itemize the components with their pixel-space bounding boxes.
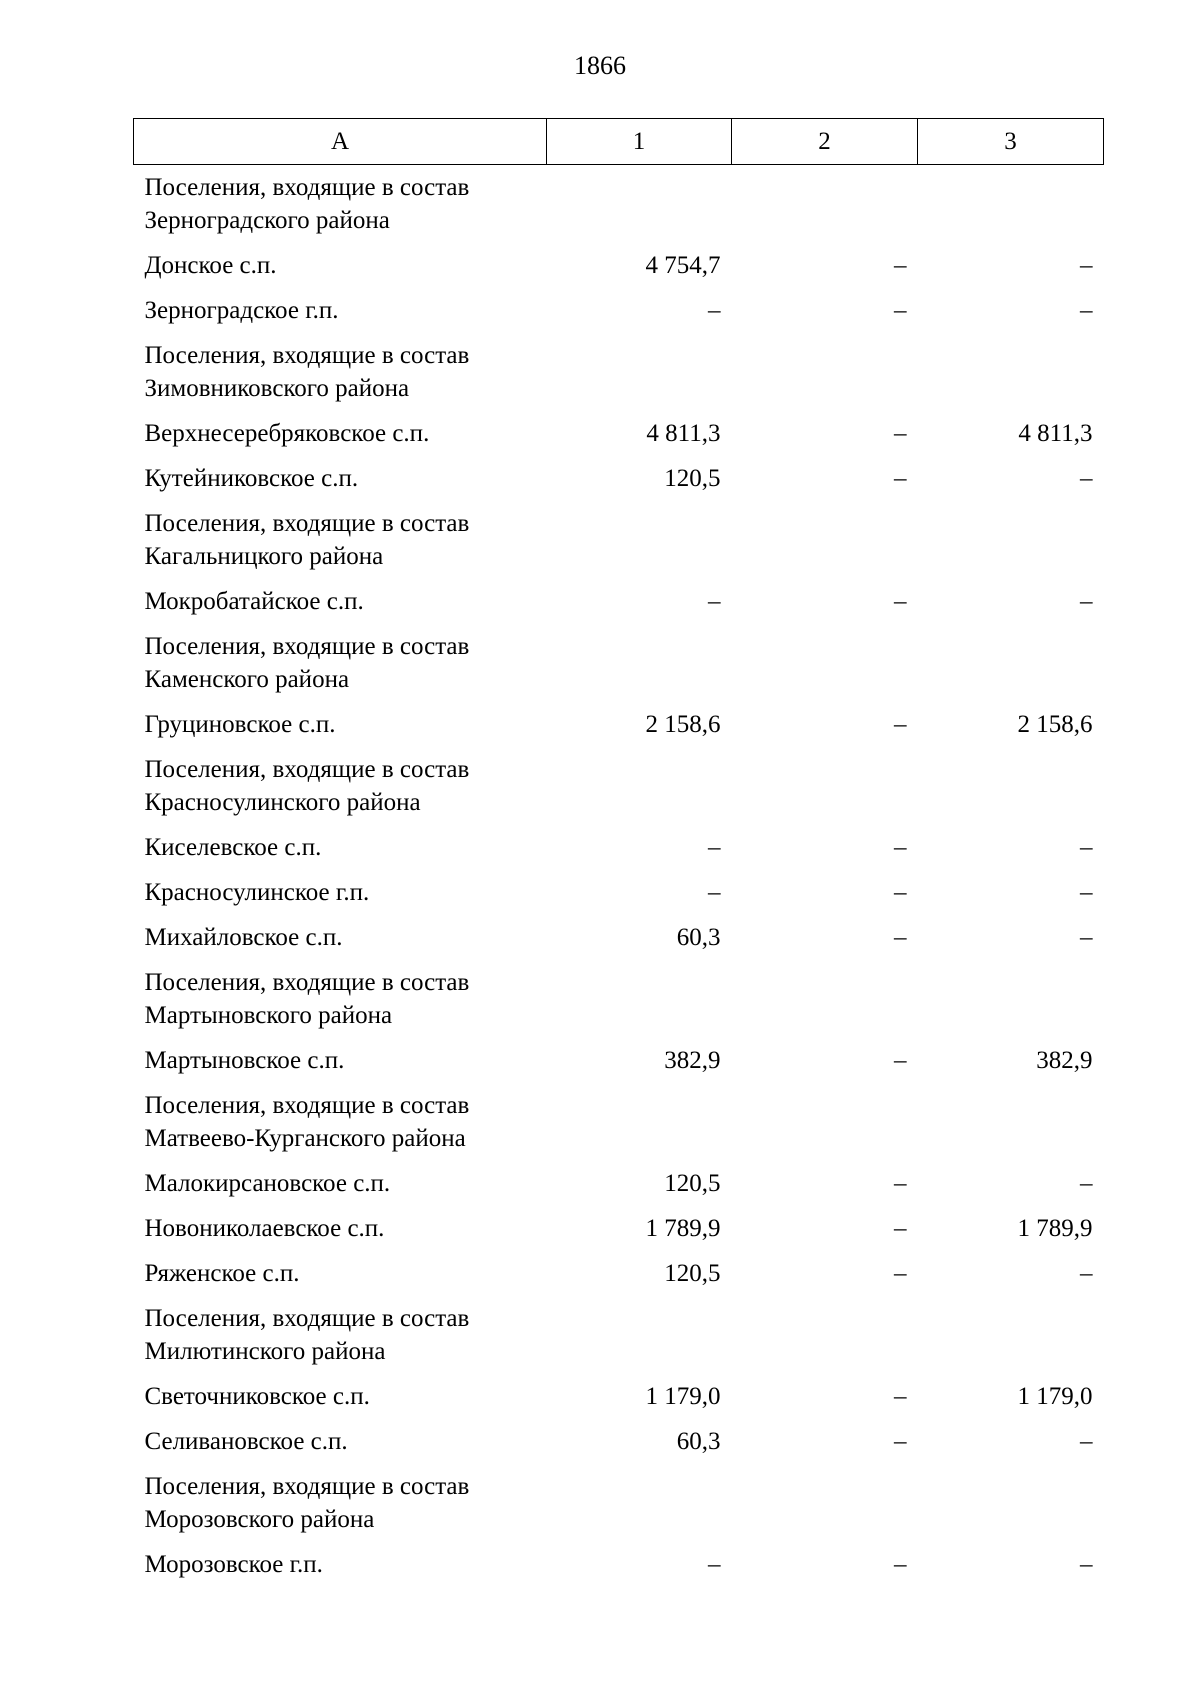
empty-cell bbox=[732, 165, 918, 244]
value-col-3: – bbox=[1080, 1260, 1093, 1287]
value-col-3: 2 158,6 bbox=[1017, 711, 1093, 738]
district-group-row bbox=[134, 333, 1104, 411]
empty-cell bbox=[732, 1083, 918, 1161]
header-cell-3: 3 bbox=[918, 119, 1104, 165]
value-col-3: – bbox=[1080, 1428, 1093, 1455]
value-col-2: – bbox=[894, 465, 907, 492]
value-col-1: 4 754,7 bbox=[645, 252, 721, 279]
empty-cell bbox=[918, 1083, 1104, 1161]
district-group-label: Поселения, входящие в состав Зимовниковского района bbox=[144, 342, 470, 402]
value-col-2: – bbox=[894, 1383, 907, 1410]
district-group-row bbox=[134, 624, 1104, 702]
header-cell-a: А bbox=[134, 119, 547, 165]
district-group-label: Поселения, входящие в состав Кагальницкого района bbox=[144, 510, 470, 570]
value-col-2: – bbox=[894, 588, 907, 615]
district-group-row bbox=[134, 165, 1104, 244]
value-col-3: – bbox=[1080, 1170, 1093, 1197]
table-row bbox=[134, 1161, 1104, 1206]
value-col-2: – bbox=[894, 1170, 907, 1197]
district-group-label: Поселения, входящие в состав Мартыновского района bbox=[144, 969, 470, 1029]
value-col-3: – bbox=[1080, 297, 1093, 324]
district-group-label: Поселения, входящие в состав Красносулинского района bbox=[144, 756, 470, 816]
empty-cell bbox=[918, 1464, 1104, 1542]
value-col-3: – bbox=[1080, 588, 1093, 615]
empty-cell bbox=[732, 333, 918, 411]
district-group-label: Поселения, входящие в состав Матвеево-Курганского района bbox=[144, 1092, 470, 1152]
value-col-2: – bbox=[894, 834, 907, 861]
table-row bbox=[134, 288, 1104, 333]
settlement-name: Мокробатайское с.п. bbox=[144, 588, 364, 615]
empty-cell bbox=[732, 1296, 918, 1374]
settlement-name: Морозовское г.п. bbox=[144, 1551, 323, 1578]
empty-cell bbox=[918, 501, 1104, 579]
district-group-row bbox=[134, 747, 1104, 825]
value-col-2: – bbox=[894, 1551, 907, 1578]
empty-cell bbox=[547, 165, 732, 244]
value-col-2: – bbox=[894, 1047, 907, 1074]
settlement-name: Донское с.п. bbox=[144, 252, 277, 279]
table-row bbox=[134, 870, 1104, 915]
value-col-2: – bbox=[894, 252, 907, 279]
value-col-1: 1 179,0 bbox=[645, 1383, 721, 1410]
settlement-name: Зерноградское г.п. bbox=[144, 297, 339, 324]
value-col-1: 60,3 bbox=[676, 1428, 721, 1455]
settlement-name: Кутейниковское с.п. bbox=[144, 465, 359, 492]
value-col-3: – bbox=[1080, 834, 1093, 861]
table-row bbox=[134, 1542, 1104, 1587]
value-col-1: 120,5 bbox=[664, 465, 721, 492]
value-col-1: 60,3 bbox=[676, 924, 721, 951]
empty-cell bbox=[547, 333, 732, 411]
empty-cell bbox=[918, 624, 1104, 702]
table-row bbox=[134, 1251, 1104, 1296]
value-col-1: 1 789,9 bbox=[645, 1215, 721, 1242]
header-row bbox=[134, 119, 1104, 165]
empty-cell bbox=[732, 501, 918, 579]
settlement-name: Верхнесеребряковское с.п. bbox=[144, 420, 430, 447]
empty-cell bbox=[918, 1296, 1104, 1374]
value-col-1: 120,5 bbox=[664, 1170, 721, 1197]
value-col-1: 120,5 bbox=[664, 1260, 721, 1287]
value-col-2: – bbox=[894, 297, 907, 324]
empty-cell bbox=[732, 1464, 918, 1542]
settlement-name: Светочниковское с.п. bbox=[144, 1383, 370, 1410]
value-col-1: – bbox=[708, 834, 721, 861]
settlement-name: Красносулинское г.п. bbox=[144, 879, 370, 906]
district-group-row bbox=[134, 1083, 1104, 1161]
empty-cell bbox=[547, 747, 732, 825]
district-group-row bbox=[134, 1296, 1104, 1374]
value-col-1: 382,9 bbox=[664, 1047, 721, 1074]
table-row bbox=[134, 1206, 1104, 1251]
value-col-1: – bbox=[708, 588, 721, 615]
empty-cell bbox=[547, 624, 732, 702]
table-header bbox=[134, 119, 1104, 165]
value-col-2: – bbox=[894, 924, 907, 951]
empty-cell bbox=[918, 960, 1104, 1038]
value-col-3: – bbox=[1080, 924, 1093, 951]
table-row bbox=[134, 702, 1104, 747]
value-col-1: – bbox=[708, 297, 721, 324]
empty-cell bbox=[732, 624, 918, 702]
empty-cell bbox=[918, 747, 1104, 825]
settlement-name: Малокирсановское с.п. bbox=[144, 1170, 391, 1197]
district-group-label: Поселения, входящие в состав Милютинского района bbox=[144, 1305, 470, 1365]
empty-cell bbox=[918, 165, 1104, 244]
empty-cell bbox=[732, 960, 918, 1038]
settlement-name: Михайловское с.п. bbox=[144, 924, 343, 951]
table-row bbox=[134, 825, 1104, 870]
value-col-1: 2 158,6 bbox=[645, 711, 721, 738]
value-col-3: 4 811,3 bbox=[1018, 420, 1093, 447]
empty-cell bbox=[547, 1464, 732, 1542]
empty-cell bbox=[547, 501, 732, 579]
table-row bbox=[134, 1374, 1104, 1419]
district-group-label: Поселения, входящие в состав Морозовского района bbox=[144, 1473, 470, 1533]
value-col-3: 1 789,9 bbox=[1017, 1215, 1093, 1242]
empty-cell bbox=[547, 960, 732, 1038]
table-row bbox=[134, 1038, 1104, 1083]
district-group-row bbox=[134, 501, 1104, 579]
table-row bbox=[134, 456, 1104, 501]
value-col-2: – bbox=[894, 1428, 907, 1455]
value-col-2: – bbox=[894, 1260, 907, 1287]
header-cell-1: 1 bbox=[547, 119, 732, 165]
empty-cell bbox=[732, 747, 918, 825]
value-col-2: – bbox=[894, 1215, 907, 1242]
table-row bbox=[134, 243, 1104, 288]
value-col-3: – bbox=[1080, 1551, 1093, 1578]
settlement-name: Новониколаевское с.п. bbox=[144, 1215, 385, 1242]
table-body bbox=[134, 165, 1104, 1588]
empty-cell bbox=[547, 1083, 732, 1161]
value-col-2: – bbox=[894, 879, 907, 906]
table-row bbox=[134, 1419, 1104, 1464]
value-col-3: – bbox=[1080, 252, 1093, 279]
district-group-row bbox=[134, 1464, 1104, 1542]
table-row bbox=[134, 579, 1104, 624]
value-col-1: – bbox=[708, 879, 721, 906]
settlement-name: Ряженское с.п. bbox=[144, 1260, 300, 1287]
value-col-3: 382,9 bbox=[1036, 1047, 1093, 1074]
settlement-name: Киселевское с.п. bbox=[144, 834, 322, 861]
value-col-3: – bbox=[1080, 879, 1093, 906]
budget-table bbox=[133, 118, 1104, 1587]
header-cell-2: 2 bbox=[732, 119, 918, 165]
district-group-label: Поселения, входящие в состав Каменского района bbox=[144, 633, 470, 693]
empty-cell bbox=[547, 1296, 732, 1374]
district-group-row bbox=[134, 960, 1104, 1038]
district-group-label: Поселения, входящие в состав Зерноградского района bbox=[144, 174, 470, 234]
settlement-name: Селивановское с.п. bbox=[144, 1428, 348, 1455]
value-col-2: – bbox=[894, 711, 907, 738]
value-col-1: 4 811,3 bbox=[646, 420, 721, 447]
table-row bbox=[134, 915, 1104, 960]
empty-cell bbox=[918, 333, 1104, 411]
page-number: 1866 bbox=[574, 51, 626, 80]
settlement-name: Груциновское с.п. bbox=[144, 711, 336, 738]
table-row bbox=[134, 411, 1104, 456]
settlement-name: Мартыновское с.п. bbox=[144, 1047, 345, 1074]
value-col-3: 1 179,0 bbox=[1017, 1383, 1093, 1410]
value-col-1: – bbox=[708, 1551, 721, 1578]
value-col-3: – bbox=[1080, 465, 1093, 492]
value-col-2: – bbox=[894, 420, 907, 447]
